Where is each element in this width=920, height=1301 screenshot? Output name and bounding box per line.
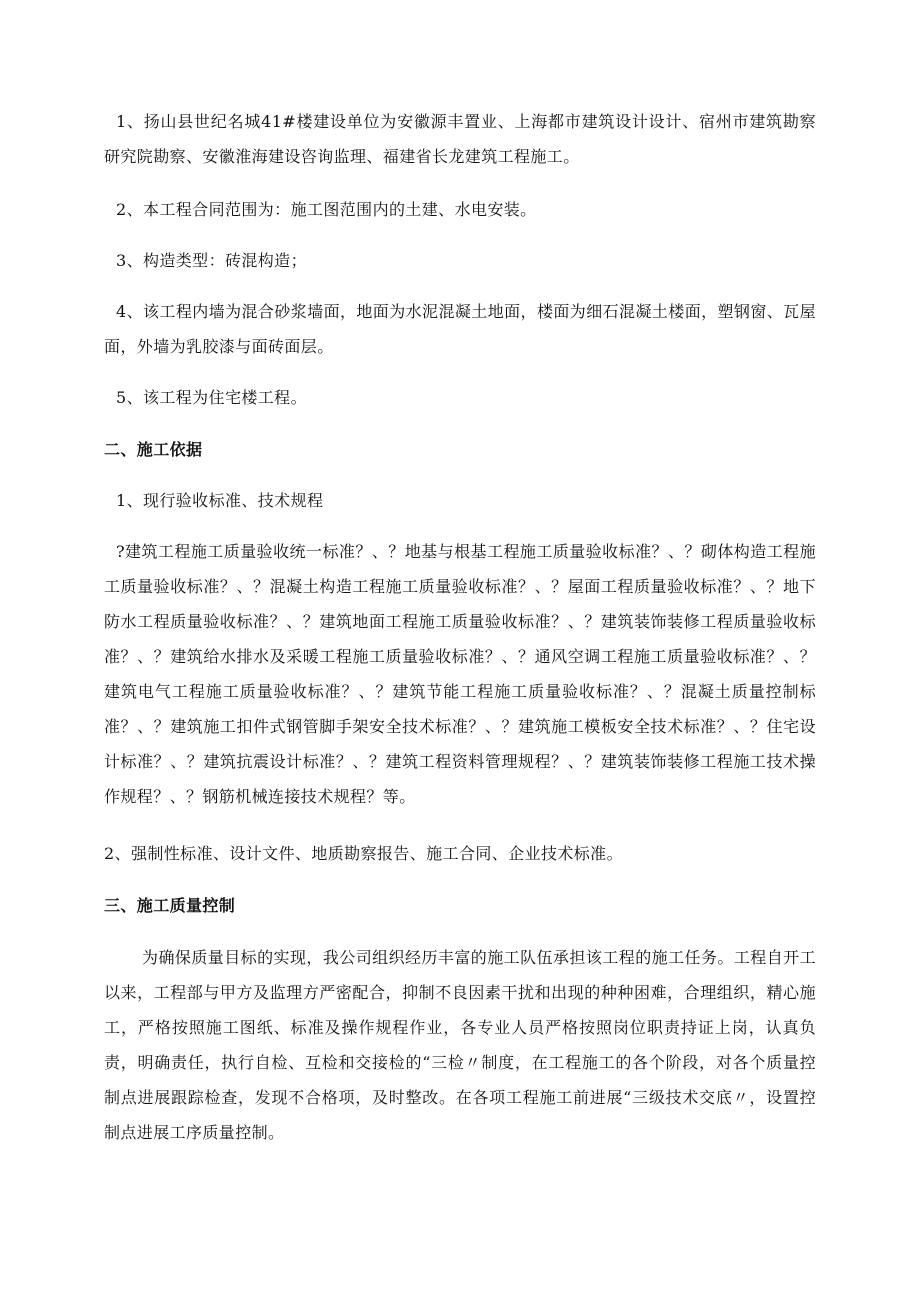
quality-control-paragraph: 为确保质量目标的实现，我公司组织经历丰富的施工队伍承担该工程的施工任务。工程自开工以来，工程部与甲方及监理方严密配合，抑制不良因素干扰和出现的种种困难，合理组织，精心施工，严格按照施工图纸、标准及操作规程作业，各专业人员严格按照岗位职责持证上岗，认真负责，明确责任，执行自检、互检和交接检的“三检〃制度，在工程施工的各个阶段，对各个质量控制点进展跟踪检查，发现不合格项，及时整改。在各项工程施工前进展“三级技术交底〃，设置控制点进展工序质量控制。 (104, 948, 816, 1142)
item-4-paragraph: 4、该工程内墙为混合砂浆墙面，地面为水泥混凝土地面，楼面为细石混凝土楼面，塑钢窗、瓦屋面，外墙为乳胶漆与面砖面层。 (104, 302, 816, 356)
standards-list-paragraph: ?建筑工程施工质量验收统一标准？、？地基与根基工程施工质量验收标准？、？砌体构造工程施工质量验收标准？、？混凝土构造工程施工质量验收标准？、？屋面工程质量验收标准？、？地下防水工程质量验收标准？、？建筑地面工程施工质量验收标准？、？建筑装饰装修工程质量验收标准？、？建筑给水排水及采暖工程施工质量验收标准？、？通风空调工程施工质量验收标准？、？建筑电气工程施工质量验收标准？、？建筑节能工程施工质量验收标准？、？混凝土质量控制标准？、？建筑施工扣件式钢管脚手架安全技术标准？、？建筑施工模板安全技术标准？、？住宅设计标准？、？建筑抗震设计标准？、？建筑工程资料管理规程？、？建筑装饰装修工程施工技术操作规程？、？钢筋机械连接技术规程？等。 (104, 542, 816, 806)
item-2-paragraph: 2、本工程合同范围为：施工图范围内的土建、水电安装。 (116, 200, 537, 219)
section-heading-basis: 二、施工依据 (104, 440, 203, 459)
item-1-paragraph: 1、扬山县世纪名城41#楼建设单位为安徽源丰置业、上海都市建筑设计设计、宿州市建筑勘察研究院勘察、安徽淮海建设咨询监理、福建省长龙建筑工程施工。 (104, 112, 816, 166)
subheading-standards: 1、现行验收标准、技术规程 (116, 491, 324, 510)
item-3-paragraph: 3、构造类型：砖混构造； (116, 251, 307, 270)
mandatory-standards-paragraph: 2、强制性标准、设计文件、地质勘察报告、施工合同、企业技术标准。 (104, 844, 623, 863)
section-heading-quality-control: 三、施工质量控制 (104, 896, 236, 915)
item-5-paragraph: 5、该工程为住宅楼工程。 (116, 388, 307, 407)
